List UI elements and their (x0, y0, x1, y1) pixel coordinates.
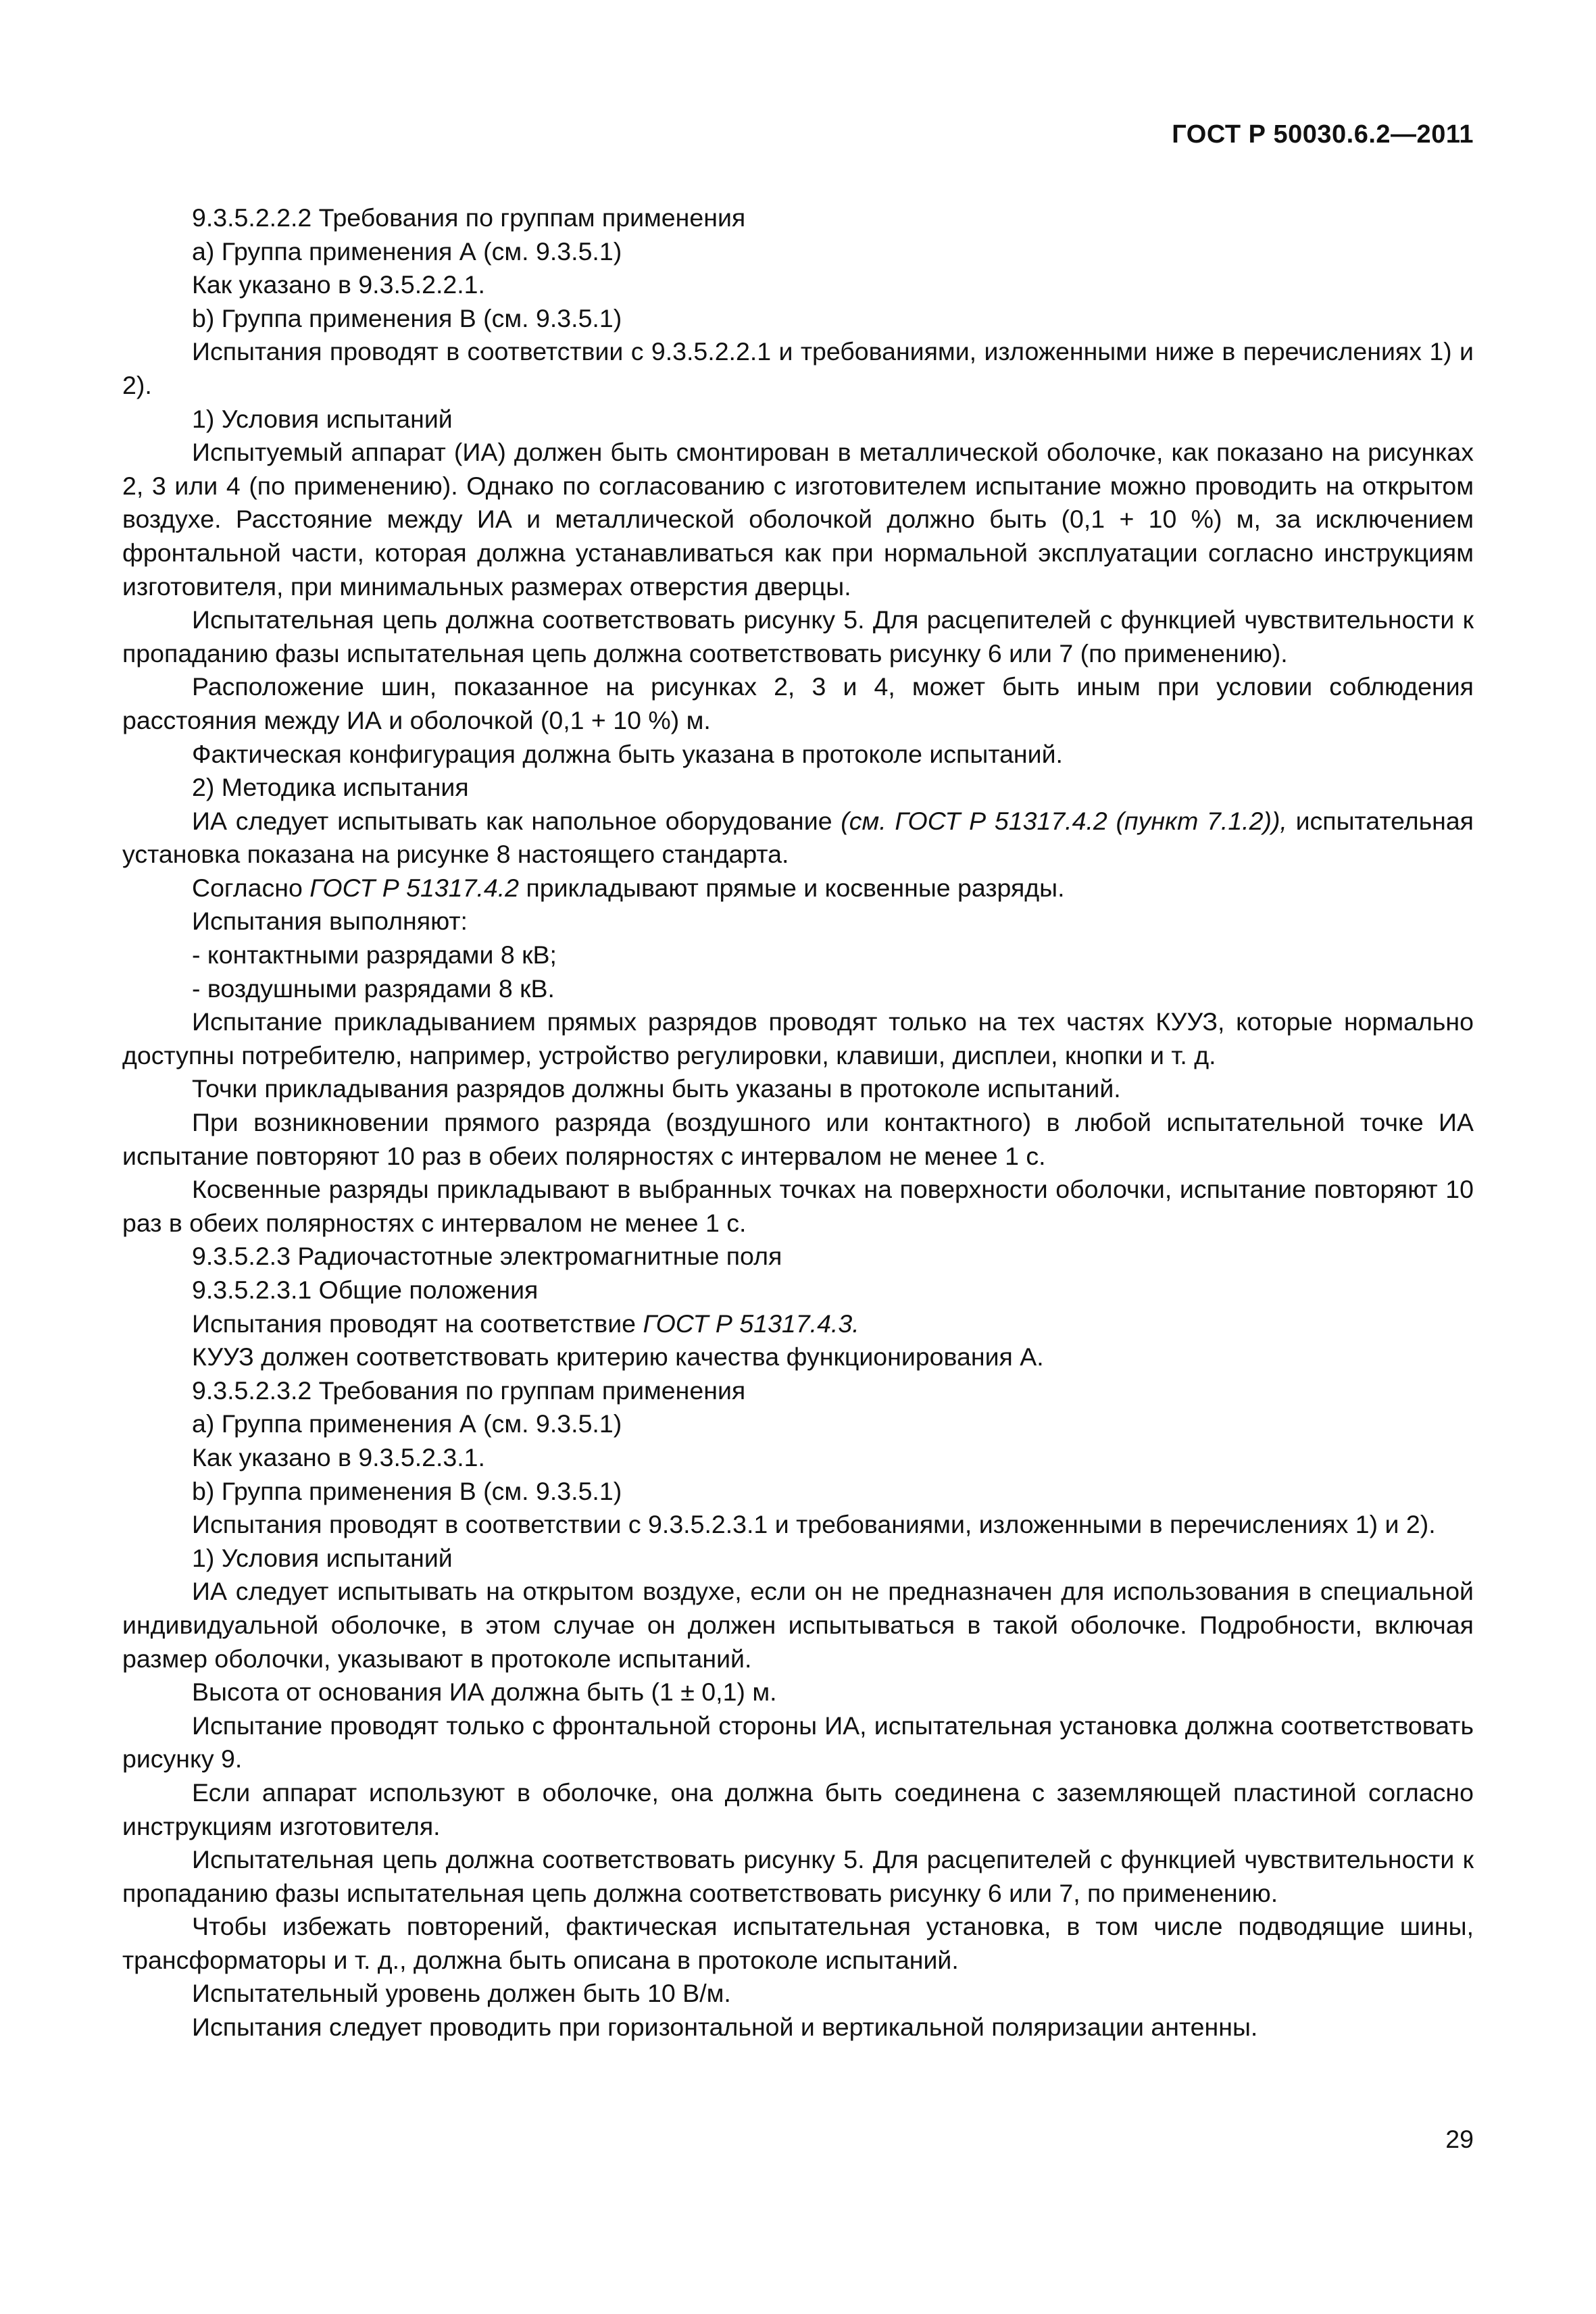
text-run: Согласно (192, 873, 303, 902)
text-run: испытательная установка показана на рисунке 8 настоящего стандарта. (122, 806, 1474, 869)
paragraph: При возникновении прямого разряда (воздушного или контактного) в любой испытательной точке ИА испытание повторяют 10 раз в обеих полярностях с интервалом не менее 1 с. (122, 1108, 1474, 1170)
paragraph: 9.3.5.2.2.2 Требования по группам применения (192, 203, 746, 232)
page-number: 29 (1445, 2125, 1474, 2153)
paragraph: Фактическая конфигурация должна быть указана в протоколе испытаний. (192, 739, 1063, 768)
paragraph: Испытательный уровень должен быть 10 В/м. (192, 1979, 731, 2008)
paragraph: Высота от основания ИА должна быть (1 ± 0,1) м. (192, 1678, 777, 1707)
paragraph: Расположение шин, показанное на рисунках 2, 3 и 4, может быть иным при условии соблюдения расстояния между ИА и оболочкой (0,1 + 10 %) м. (122, 672, 1474, 734)
paragraph: Испытания проводят в соответствии с 9.3.5.2.3.1 и требованиями, изложенными в перечислениях 1) и 2). (192, 1510, 1436, 1539)
text-run: Испытания проводят на соответствие (192, 1309, 637, 1338)
paragraph: а) Группа применения А (см. 9.3.5.1) (192, 236, 622, 266)
paragraph: Испытуемый аппарат (ИА) должен быть смонтирован в металлической оболочке, как показано на рисунках 2, 3 или 4 (по применению). Однако по согласованию с изготовителем испытание можно проводить на открытом воздухе. Расстояние между ИА и металлической оболочкой должно быть (0,1 + 10 %) м, за исключением фронтальной части, которая должна устанавливаться как при нормальной эксплуатации согласно инструкциям изготовителя, при минимальных размерах отверстия дверцы. (122, 438, 1474, 601)
paragraph: 9.3.5.2.3.2 Требования по группам применения (192, 1376, 746, 1405)
paragraph: 9.3.5.2.3.1 Общие положения (192, 1276, 539, 1304)
paragraph: Испытание проводят только с фронтальной стороны ИА, испытательная установка должна соответствовать рисунку 9. (122, 1711, 1474, 1774)
paragraph: Точки прикладывания разрядов должны быть указаны в протоколе испытаний. (192, 1074, 1121, 1103)
paragraph: Испытания проводят в соответствии с 9.3.5.2.2.1 и требованиями, изложенными ниже в перечислениях 1) и 2). (122, 337, 1474, 399)
paragraph: Как указано в 9.3.5.2.2.1. (192, 270, 485, 299)
paragraph: - контактными разрядами 8 кВ; (192, 940, 557, 970)
paragraph (122, 805, 1474, 872)
paragraph: 2) Методика испытания (192, 773, 469, 802)
paragraph: Испытательная цепь должна соответствовать рисунку 5. Для расцепителей с функцией чувствительности к пропаданию фазы испытательная цепь должна соответствовать рисунку 6 или 7, по применению. (122, 1845, 1474, 1907)
paragraph: Чтобы избежать повторений, фактическая испытательная установка, в том числе подводящие шины, трансформаторы и т. д., должна быть описана в протоколе испытаний. (122, 1912, 1474, 1974)
paragraph: 1) Условия испытаний (192, 404, 453, 433)
paragraph: Испытательная цепь должна соответствовать рисунку 5. Для расцепителей с функцией чувствительности к пропаданию фазы испытательная цепь должна соответствовать рисунку 6 или 7 (по применению). (122, 605, 1474, 668)
paragraph: ИА следует испытывать на открытом воздухе, если он не предназначен для использования в специальной индивидуальной оболочке, в этом случае он должен испытываться в такой оболочке. Подробности, включая размер оболочки, указывают в протоколе испытаний. (122, 1577, 1474, 1673)
paragraph: 9.3.5.2.3 Радиочастотные электромагнитные поля (192, 1242, 782, 1271)
document-body (122, 201, 1474, 2044)
paragraph: Испытания выполняют: (192, 907, 468, 936)
standard-reference: (см. ГОСТ Р 51317.4.2 (пункт 7.1.2)), (841, 806, 1287, 835)
paragraph: Косвенные разряды прикладывают в выбранных точках на поверхности оболочки, испытание повторяют 10 раз в обеих полярностях с интервалом не менее 1 с. (122, 1175, 1474, 1237)
paragraph: Испытания следует проводить при горизонтальной и вертикальной поляризации антенны. (192, 2013, 1258, 2042)
paragraph: КУУЗ должен соответствовать критерию качества функционирования А. (192, 1342, 1044, 1372)
text-run: ИА следует испытывать как напольное оборудование (192, 806, 832, 835)
paragraph: Как указано в 9.3.5.2.3.1. (192, 1442, 485, 1472)
paragraph: Испытание прикладыванием прямых разрядов проводят только на тех частях КУУЗ, которые нормально доступны потребителю, например, устройство регулировки, клавиши, дисплеи, кнопки и т. д. (122, 1007, 1474, 1070)
paragraph (122, 1307, 1474, 1341)
paragraph: 1) Условия испытаний (192, 1543, 453, 1572)
standard-reference: ГОСТ Р 51317.4.2 (309, 873, 520, 902)
paragraph: Если аппарат используют в оболочке, она должна быть соединена с заземляющей пластиной согласно инструкциям изготовителя. (122, 1778, 1474, 1840)
text-run: прикладывают прямые и косвенные разряды. (526, 873, 1065, 902)
paragraph: а) Группа применения А (см. 9.3.5.1) (192, 1409, 622, 1438)
paragraph: b) Группа применения В (см. 9.3.5.1) (192, 1476, 622, 1505)
paragraph (122, 872, 1474, 905)
paragraph: - воздушными разрядами 8 кВ. (192, 974, 555, 1003)
standard-reference: ГОСТ Р 51317.4.3. (643, 1309, 859, 1338)
paragraph: b) Группа применения В (см. 9.3.5.1) (192, 303, 622, 332)
document-number: ГОСТ Р 50030.6.2—2011 (1172, 120, 1474, 149)
